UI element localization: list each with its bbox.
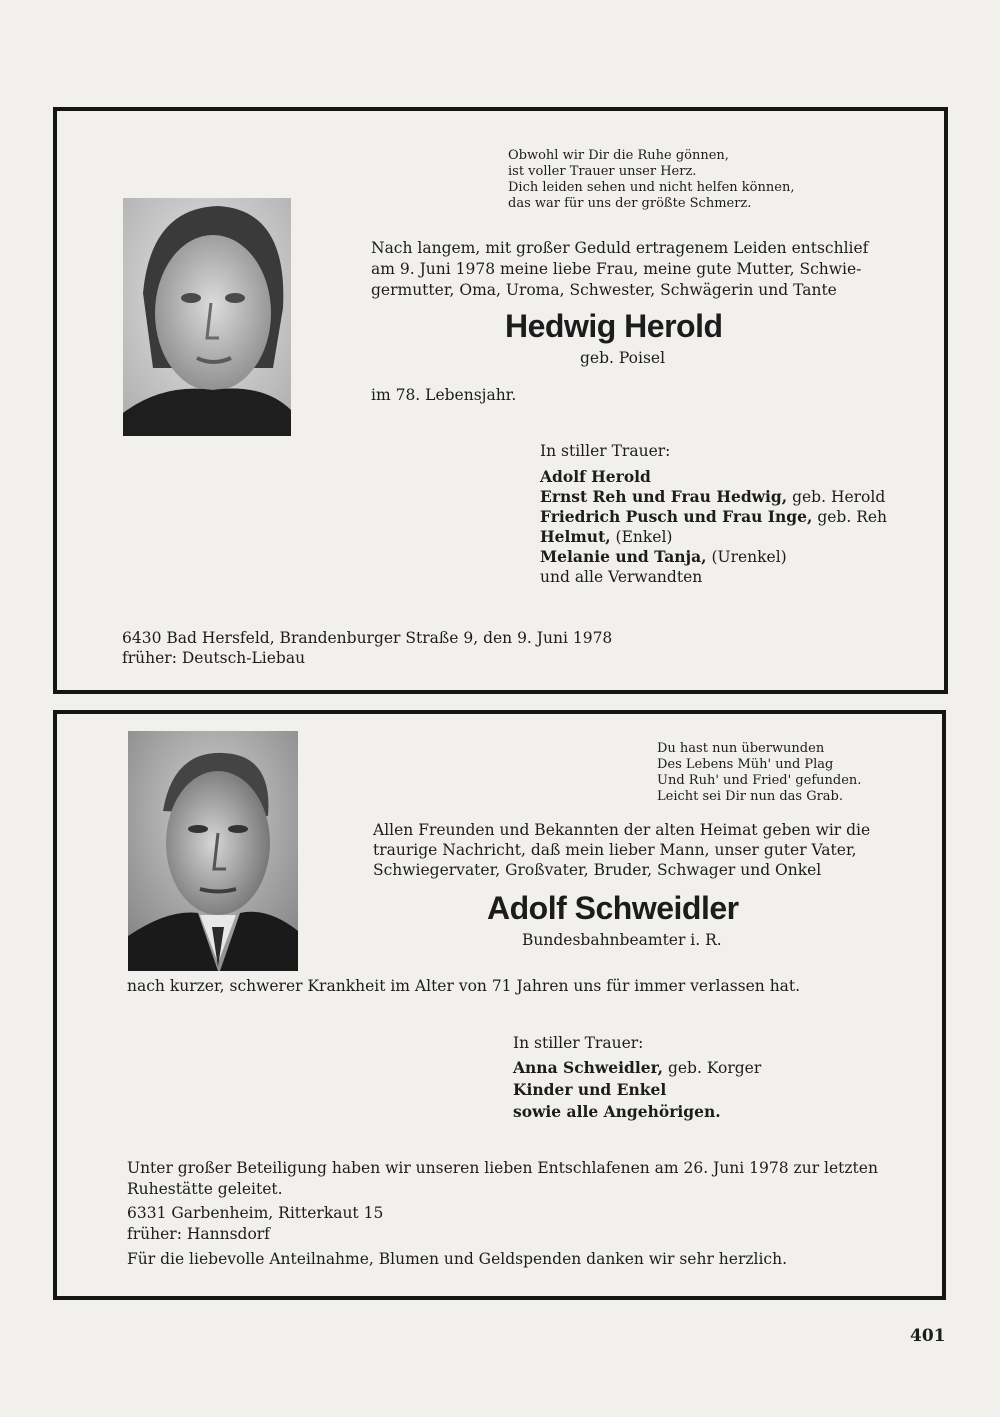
- mourner-name: Ernst Reh und Frau Hedwig,: [540, 487, 788, 506]
- death-note: nach kurzer, schwerer Krankheit im Alter von 71 Jahren uns für immer verlassen hat.: [127, 977, 801, 995]
- poem-line: Obwohl wir Dir die Ruhe gönnen,: [508, 148, 729, 163]
- announcement-line: Allen Freunden und Bekannten der alten Heimat geben wir die: [373, 821, 871, 839]
- burial-line: Unter großer Beteiligung haben wir unseren lieben Entschlafenen am 26. Juni 1978 zur letzten: [127, 1159, 878, 1177]
- announcement-line: Nach langem, mit großer Geduld ertragenem Leiden entschlief: [371, 239, 869, 257]
- mourner-entry: [540, 507, 887, 527]
- mourner-entry: [540, 527, 887, 547]
- mourner-detail: (Urenkel): [706, 548, 787, 566]
- burial-text: [127, 1158, 878, 1200]
- address-block: [127, 1203, 383, 1245]
- birth-name: geb. Poisel: [580, 349, 666, 367]
- poem-line: Du hast nun überwunden: [657, 741, 825, 756]
- poem-line: Und Ruh' und Fried' gefunden.: [657, 773, 862, 788]
- mourner-detail: geb. Korger: [663, 1059, 762, 1077]
- page-number: 401: [910, 1326, 946, 1346]
- mourner-detail: geb. Herold: [787, 488, 886, 506]
- mourner-detail: geb. Reh: [812, 508, 888, 526]
- announcement-text: [373, 820, 870, 880]
- occupation-text: Bundesbahnbeamter i. R.: [522, 931, 722, 949]
- mourner-entry: [540, 487, 887, 507]
- deceased-name: Adolf Schweidler: [487, 890, 739, 926]
- poem-verse: [657, 741, 861, 805]
- address-line: 6331 Garbenheim, Ritterkaut 15: [127, 1204, 384, 1222]
- mourners-list: [513, 1033, 761, 1123]
- mourner-name: sowie alle Angehörigen.: [513, 1102, 721, 1121]
- mourner-name: Kinder und Enkel: [513, 1080, 667, 1099]
- mourner-detail: und alle Verwandten: [540, 568, 703, 586]
- address-line: früher: Deutsch-Liebau: [122, 649, 306, 667]
- mourner-name: Friedrich Pusch und Frau Inge,: [540, 507, 813, 526]
- portrait-photo-adolf-schweidler: [128, 731, 298, 971]
- mourners-heading: In stiller Trauer:: [513, 1034, 644, 1052]
- announcement-line: Schwiegervater, Großvater, Bruder, Schwager und Onkel: [373, 861, 822, 879]
- mourner-name: Helmut,: [540, 527, 611, 546]
- poem-line: Leicht sei Dir nun das Grab.: [657, 789, 844, 804]
- deceased-name: Hedwig Herold: [505, 308, 723, 344]
- mourner-entry: [540, 467, 887, 487]
- announcement-line: am 9. Juni 1978 meine liebe Frau, meine gute Mutter, Schwie-: [371, 260, 862, 278]
- mourner-name: Melanie und Tanja,: [540, 547, 707, 566]
- poem-line: Des Lebens Müh' und Plag: [657, 757, 834, 772]
- mourner-detail: (Enkel): [610, 528, 673, 546]
- mourners-list: [540, 441, 887, 587]
- poem-line: Dich leiden sehen und nicht helfen können,: [508, 180, 795, 195]
- portrait-photo-hedwig-herold: [123, 198, 291, 436]
- address-line: 6430 Bad Hersfeld, Brandenburger Straße 9, den 9. Juni 1978: [122, 629, 613, 647]
- mourner-entry: [540, 567, 887, 587]
- thanks-text: Für die liebevolle Anteilnahme, Blumen und Geldspenden danken wir sehr herzlich.: [127, 1250, 788, 1268]
- address-line: früher: Hannsdorf: [127, 1225, 270, 1243]
- age-text: im 78. Lebensjahr.: [371, 386, 517, 404]
- mourner-entry: [513, 1079, 761, 1101]
- mourner-name: Adolf Herold: [540, 467, 651, 486]
- announcement-line: germutter, Oma, Uroma, Schwester, Schwägerin und Tante: [371, 281, 837, 299]
- announcement-text: [371, 238, 868, 301]
- poem-line: ist voller Trauer unser Herz.: [508, 164, 697, 179]
- address-block: [122, 628, 612, 668]
- announcement-line: traurige Nachricht, daß mein lieber Mann, unser guter Vater,: [373, 841, 857, 859]
- mourner-entry: [513, 1057, 761, 1079]
- mourner-entry: [513, 1101, 761, 1123]
- burial-line: Ruhestätte geleitet.: [127, 1180, 283, 1198]
- mourners-heading: In stiller Trauer:: [540, 442, 671, 460]
- poem-line: das war für uns der größte Schmerz.: [508, 196, 752, 211]
- poem-verse: [508, 148, 794, 212]
- mourner-name: Anna Schweidler,: [513, 1058, 664, 1077]
- mourner-entry: [540, 547, 887, 567]
